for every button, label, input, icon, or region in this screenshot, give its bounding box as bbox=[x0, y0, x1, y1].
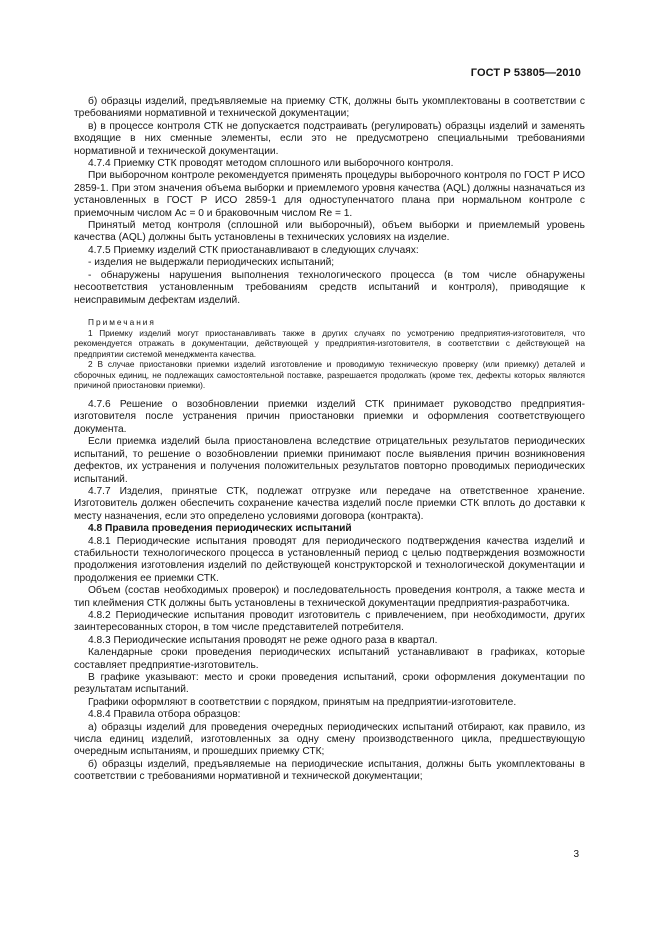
paragraph: б) образцы изделий, предъявляемые на приемку СТК, должны быть укомплектованы в соответствии с требованиями нормативной и технической документации; bbox=[74, 96, 585, 120]
paragraph: 4.8.1 Периодические испытания проводят для периодического подтверждения качества изделий и стабильности технологического процесса в установленный период с целью подтверждения возможности продолжения изготовления изделий по действующей конструкторской и технологической документации и продолжения ее приемки СТК. bbox=[74, 535, 585, 584]
list-item: - изделия не выдержали периодических испытаний; bbox=[88, 257, 335, 269]
document-body bbox=[74, 96, 585, 784]
document-header: ГОСТ Р 53805—2010 bbox=[470, 67, 581, 79]
paragraph: в) в процессе контроля СТК не допускается подстраивать (регулировать) образцы изделий и заменять входящие в них сменные элементы, если это не предусмотрено специальными требованиями нормативной и технической документации. bbox=[74, 120, 585, 157]
paragraph: 4.8.4 Правила отбора образцов: bbox=[88, 709, 241, 721]
page-number: 3 bbox=[573, 849, 579, 860]
paragraph: Объем (состав необходимых проверок) и последовательность проведения контроля, а также места и тип клеймения СТК должны быть установлены в технической документации предприятия-разработчика. bbox=[74, 585, 585, 609]
paragraph: 4.7.7 Изделия, принятые СТК, подлежат отгрузке или передаче на ответственное хранение. Изготовитель должен обеспечить сохранение качества изделий после приемки СТК вплоть до доставки к месту назначения, если это определено условиями договора (контракта). bbox=[74, 485, 585, 522]
list-item: б) образцы изделий, предъявляемые на периодические испытания, должны быть укомплектованы в соответствии с требованиями нормативной и технической документации; bbox=[74, 758, 585, 783]
paragraph: 4.7.6 Решение о возобновлении приемки изделий СТК принимает руководство предприятия-изготовителя после устранения причин приостановки приемки и оформления соответствующего документа. bbox=[74, 399, 585, 435]
paragraph: При выборочном контроле рекомендуется применять процедуры выборочного контроля по ГОСТ Р ИСО 2859-1. При этом значения объема выборки и приемлемого уровня качества (AQL) должны назначаться из установленных в ГОСТ Р ИСО 2859-1 для одноступенчатого плана при нормальном контроле с приемочным числом Ac = 0 и браковочным числом Re = 1. bbox=[74, 170, 585, 219]
paragraph: Графики оформляют в соответствии с порядком, принятым на предприятии-изготовителе. bbox=[88, 696, 517, 708]
paragraph: 4.8.3 Периодические испытания проводят не реже одного раза в квартал. bbox=[88, 634, 438, 646]
paragraph: В графике указывают: место и сроки проведения испытаний, сроки оформления документации по результатам испытаний. bbox=[74, 672, 585, 696]
paragraph: 4.8.2 Периодические испытания проводит изготовитель с привлечением, при необходимости, других заинтересованных сторон, в том числе представителей потребителя. bbox=[74, 609, 585, 634]
paragraph: 4.7.5 Приемку изделий СТК приостанавливают в следующих случаях: bbox=[88, 244, 419, 256]
note-item: 1 Приемку изделий могут приостанавливать также в других случаях по усмотрению предприятия-изготовителя, что рекомендуется отражать в документации, действующей у предприятия-изготовителя, в соответствии с действующей на предприятии системой менеджмента качества. bbox=[74, 327, 585, 359]
paragraph: Принятый метод контроля (сплошной или выборочный), объем выборки и приемлемый уровень качества (AQL) должны быть установлены в технических условиях на изделие. bbox=[74, 220, 585, 244]
list-item: - обнаружены нарушения выполнения технологического процесса (в том числе обнаружены несоответствия установленным требованиям средств испытаний и контроля), приводящие к неисправимым дефектам изделий. bbox=[74, 269, 585, 306]
paragraph: Если приемка изделий была приостановлена вследствие отрицательных результатов периодических испытаний, то решение о возобновлении приемки принимают после выявления причин возникновения дефектов, их устранения и получения положительных результатов повторно проводимых периодических испытаний. bbox=[74, 436, 585, 485]
section-heading: 4.8 Правила проведения периодических испытаний bbox=[88, 523, 352, 535]
paragraph: Календарные сроки проведения периодических испытаний устанавливают в графиках, которые составляет предприятие-изготовитель. bbox=[74, 647, 585, 671]
note-item: 2 В случае приостановки приемки изделий изготовление и проводимую техническую проверку (или приемку) деталей и сборочных единиц, не подлежащих самостоятельной поставке, разрешается продолжать (кроме тех, дефекты которых являются причиной приостановки приемки). bbox=[74, 359, 585, 391]
notes-title: Примечания bbox=[88, 316, 156, 327]
paragraph: 4.7.4 Приемку СТК проводят методом сплошного или выборочного контроля. bbox=[88, 158, 454, 170]
list-item: а) образцы изделий для проведения очередных периодических испытаний отбирают, как правило, из числа единиц изделий, изготовленных за одну смену производственного цикла, предшествующую очередным испытаниям, и прошедших приемку СТК; bbox=[74, 721, 585, 758]
